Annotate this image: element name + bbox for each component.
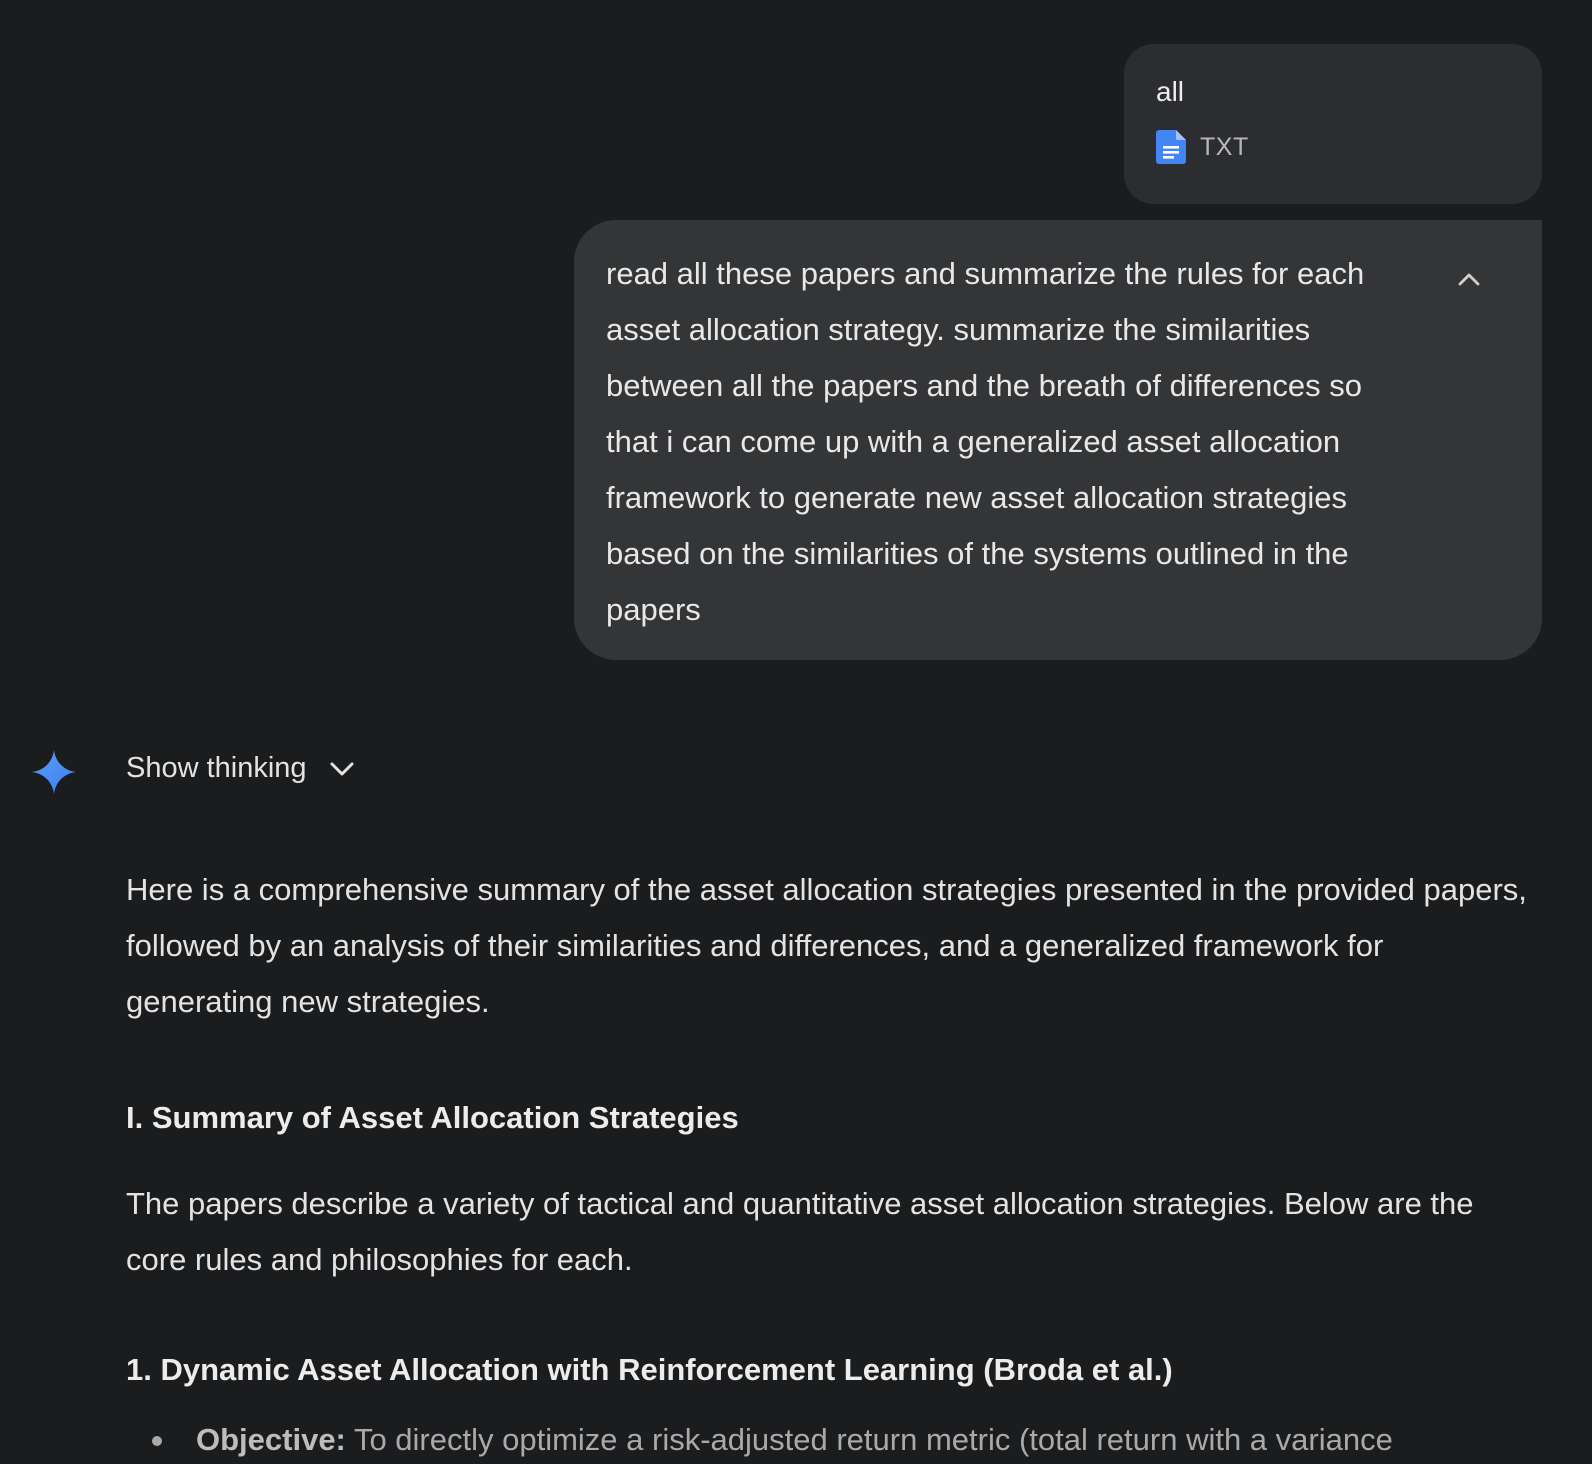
user-prompt-text: read all these papers and summarize the rules for each asset allocation strategy. summarize the similarities between all the papers and the breath of differences so that i can come up with a generalized asset allocation framework to generate new asset allocation strategies based on the similarities of the systems outlined in the papers [606, 256, 1365, 627]
section-heading: I. Summary of Asset Allocation Strategies [126, 1100, 739, 1135]
strategy-heading: 1. Dynamic Asset Allocation with Reinforcement Learning (Broda et al.) [126, 1352, 1173, 1387]
file-type-label: TXT [1200, 132, 1249, 161]
collapse-prompt-button[interactable] [1452, 262, 1486, 296]
strategy-bullet-list [126, 1412, 1536, 1464]
bullet-text: To directly optimize a risk-adjusted return metric (total return with a variance [345, 1422, 1393, 1457]
bullet-key: Objective: [196, 1422, 346, 1457]
bullet-dot [152, 1436, 162, 1446]
show-thinking-label: Show thinking [126, 752, 307, 784]
google-doc-icon [1156, 130, 1186, 164]
user-prompt-bubble [574, 220, 1542, 660]
list-item [126, 1412, 1536, 1464]
assistant-response [126, 862, 1536, 1464]
show-thinking-toggle[interactable] [126, 752, 355, 785]
gemini-spark-icon [30, 748, 78, 796]
attachment-bubble[interactable] [1124, 44, 1542, 204]
chevron-down-icon [329, 760, 355, 778]
file-chip[interactable] [1156, 130, 1510, 164]
attachment-name: all [1156, 76, 1185, 107]
section-intro: The papers describe a variety of tactical and quantitative asset allocation strategies. Below are the core rules and philosophies for each. [126, 1186, 1474, 1277]
chevron-up-icon [1457, 271, 1481, 287]
response-intro: Here is a comprehensive summary of the asset allocation strategies presented in the provided papers, followed by an analysis of their similarities and differences, and a generalized framework for generating new strategies. [126, 872, 1527, 1019]
